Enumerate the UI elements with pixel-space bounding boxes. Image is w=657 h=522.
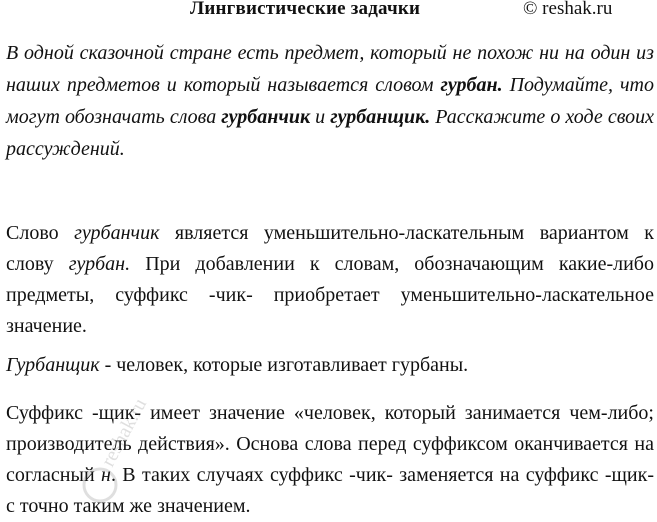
answer-text: - человек, которые изготавливает гурбаны. <box>99 354 469 376</box>
task-text-part: и <box>310 106 331 128</box>
answer-paragraph-2 <box>6 350 654 381</box>
task-text-part: В одной сказочной стране есть предмет, который не похож ни на один из наших предметов и который называется словом <box>6 42 654 96</box>
answer-text: При добавлении к словам, обозначающим какие-либо предметы, суффикс -чик- приобретает уменьшительно-ласкательное значение. <box>6 253 654 337</box>
answer-term: гурбан. <box>68 253 131 275</box>
task-text-part: Подумайте, что могут обозначать слова <box>6 74 654 128</box>
task-word-gurbanchik: гурбанчик <box>221 106 311 128</box>
task-text-part: Расскажите о ходе своих рассуждений. <box>6 106 655 160</box>
page-header <box>0 0 657 24</box>
answer-text: Слово <box>6 222 75 244</box>
answer-text: является уменьшительно-ласкательным вариантом к слову <box>6 222 654 275</box>
answer-text: Суффикс -щик- имеет значение «человек, который занимается чем-либо; производитель действия». Основа слова перед суффиксом оканчивается на согласный <box>6 402 654 486</box>
answer-term: н <box>101 464 111 486</box>
task-word-gurban: гурбан. <box>440 74 503 96</box>
site-credit: © reshak.ru <box>523 0 613 19</box>
answer-paragraph-3 <box>6 398 654 522</box>
page-title: Лингвистические задачки <box>190 0 421 19</box>
answer-term: гурбанчик <box>74 222 160 244</box>
task-text <box>6 37 654 165</box>
answer-text: . В таких случаях суффикс -чик- заменяется на суффикс -щик- с точно таким же значением. <box>6 464 654 517</box>
answer-term: Гурбанщик <box>6 354 100 376</box>
svg-text:reshak.ru: reshak.ru <box>96 394 152 471</box>
task-word-gurbanshchik: гурбанщик. <box>330 106 431 128</box>
answer-paragraph-1 <box>6 218 654 342</box>
